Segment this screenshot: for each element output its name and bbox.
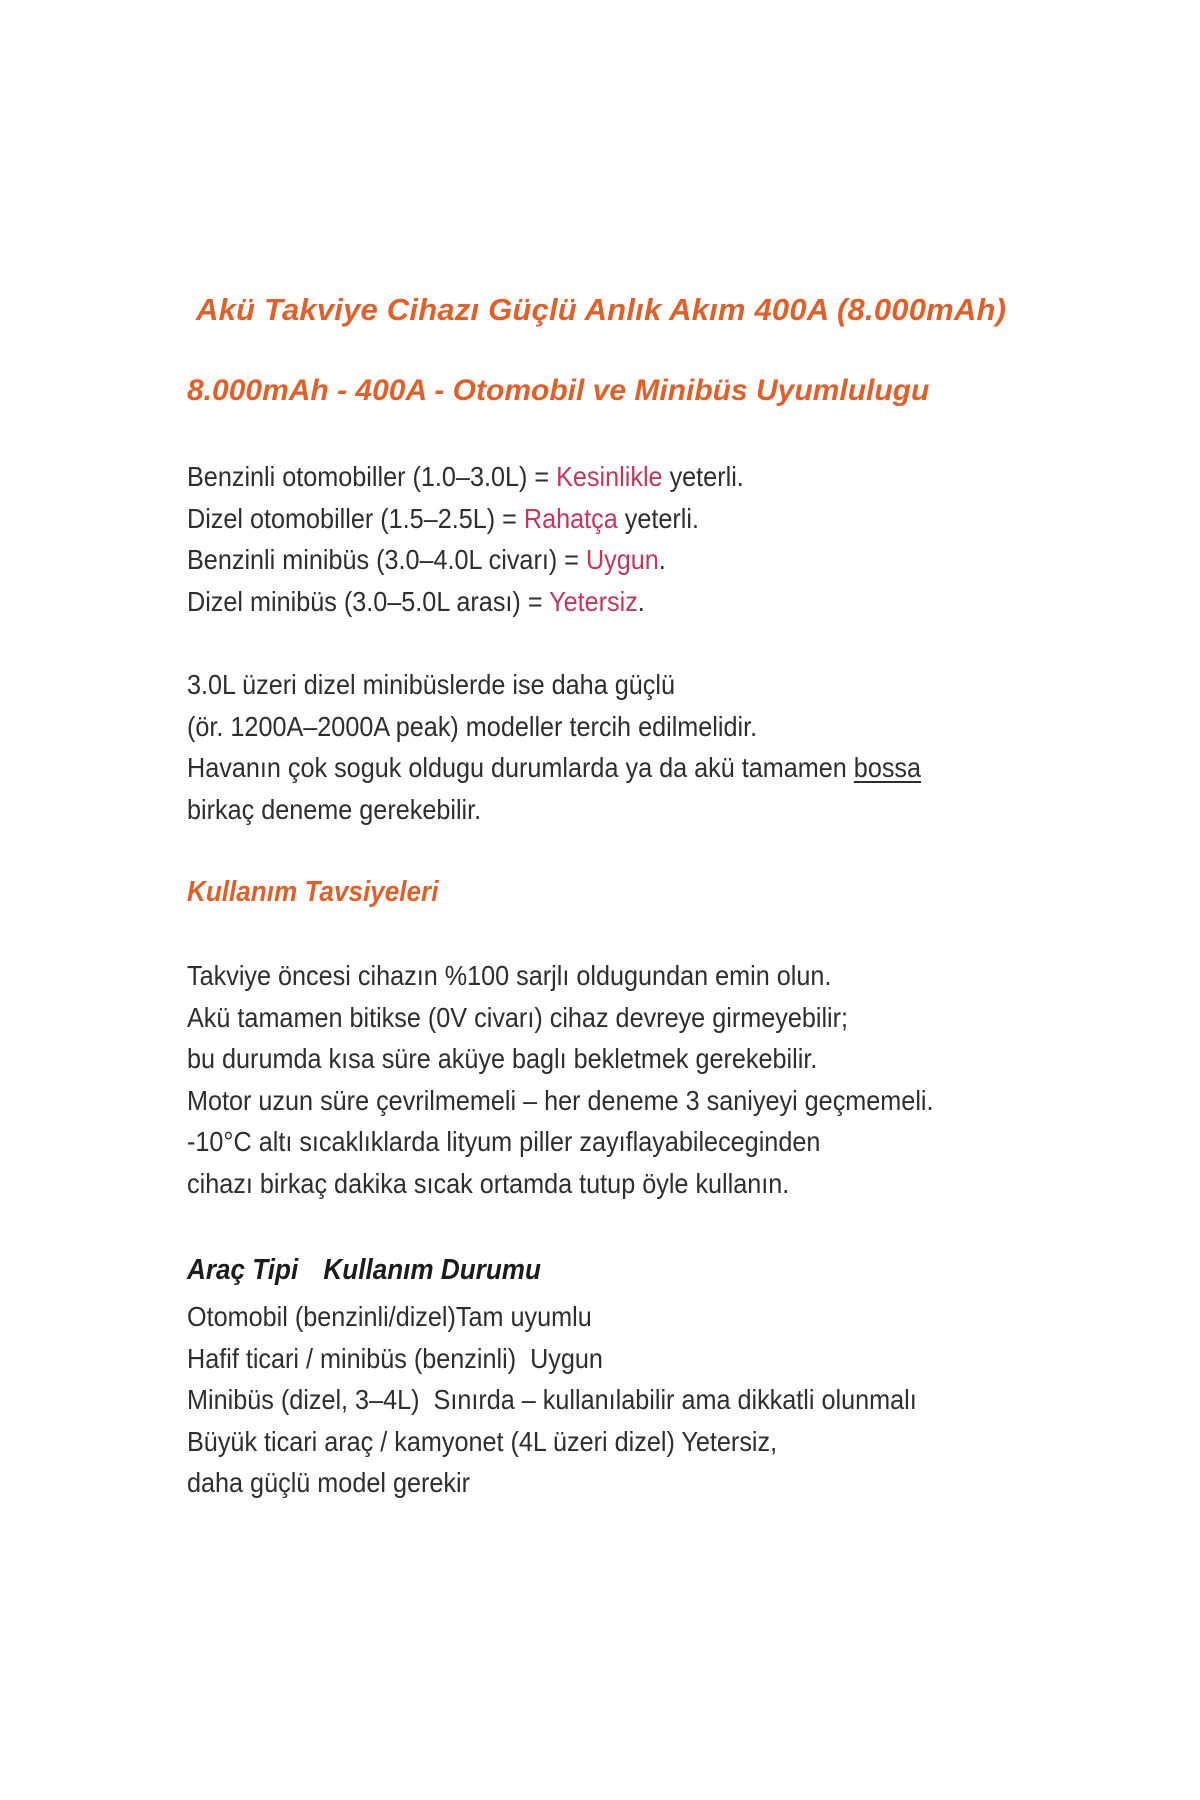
- compatibility-rating: Uygun: [585, 544, 659, 575]
- compatibility-suffix: .: [637, 585, 645, 617]
- table-row: Hafif ticari / minibüs (benzinli) Uygun: [187, 1342, 603, 1374]
- compatibility-rating: Kesinlikle: [556, 461, 663, 492]
- usage-tip: Akü tamamen bitikse (0V civarı) cihaz devreye girmeyebilir;: [187, 1001, 849, 1033]
- note-line: (ör. 1200A–2000A peak) modeller tercih edilmelidir.: [187, 710, 758, 742]
- usage-tip: -10°C altı sıcaklıklarda lityum piller zayıflayabileceginden: [187, 1126, 821, 1157]
- compatibility-suffix: yeterli.: [662, 461, 744, 492]
- table-row: Büyük ticari araç / kamyonet (4L üzeri dizel) Yetersiz,: [187, 1425, 778, 1457]
- compatibility-rating: Rahatça: [523, 502, 618, 534]
- header-usage-status: Kullanım Durumu: [323, 1254, 541, 1286]
- compatibility-vehicle: Dizel otomobiller (1.5–2.5L) =: [187, 502, 524, 534]
- compatibility-item: [187, 456, 744, 498]
- compatibility-rating: Yetersiz: [549, 585, 638, 617]
- compatibility-subtitle: 8.000mAh - 400A - Otomobil ve Minibüs Uyumlulugu: [187, 374, 930, 407]
- note-paragraph: [187, 664, 921, 830]
- usage-tip: cihazı birkaç dakika sıcak ortamda tutup öyle kullanın.: [187, 1167, 790, 1199]
- usage-heading: Kullanım Tavsiyeleri: [187, 876, 439, 908]
- compatibility-item: [187, 539, 744, 581]
- compatibility-vehicle: Benzinli otomobiller (1.0–3.0L) =: [187, 461, 557, 492]
- compatibility-suffix: yeterli.: [617, 502, 699, 534]
- note-line: 3.0L üzeri dizel minibüslerde ise daha güçlü: [187, 669, 675, 700]
- compatibility-suffix: .: [658, 544, 666, 575]
- compatibility-list: [187, 456, 744, 622]
- note-text: Havanın çok soguk oldugu durumlarda ya da akü tamamen: [187, 752, 854, 783]
- note-line: [187, 747, 921, 789]
- compatibility-vehicle: Dizel minibüs (3.0–5.0L arası) =: [187, 585, 550, 617]
- compatibility-item: [187, 581, 744, 623]
- note-line: birkaç deneme gerekebilir.: [187, 793, 482, 825]
- usage-tip: bu durumda kısa süre aküye baglı bekletmek gerekebilir.: [187, 1043, 818, 1074]
- note-underlined-word: bossa: [853, 752, 922, 783]
- page-title: Akü Takviye Cihazı Güçlü Anlık Akım 400A (8.000mAh): [196, 292, 1007, 327]
- usage-tips-list: [187, 955, 934, 1204]
- header-vehicle-type: Araç Tipi: [187, 1254, 299, 1286]
- table-row: daha güçlü model gerekir: [187, 1467, 470, 1498]
- compatibility-vehicle: Benzinli minibüs (3.0–4.0L civarı) =: [187, 544, 586, 575]
- table-row: Otomobil (benzinli/dizel)Tam uyumlu: [187, 1301, 592, 1332]
- vehicle-table-header: [187, 1254, 541, 1287]
- compatibility-item: [187, 498, 744, 540]
- usage-tip: Takviye öncesi cihazın %100 sarjlı oldugundan emin olun.: [187, 960, 832, 991]
- table-row: Minibüs (dizel, 3–4L) Sınırda – kullanılabilir ama dikkatli olunmalı: [187, 1384, 917, 1415]
- vehicle-table-rows: [187, 1296, 917, 1504]
- usage-tip: Motor uzun süre çevrilmemeli – her deneme 3 saniyeyi geçmemeli.: [187, 1084, 934, 1116]
